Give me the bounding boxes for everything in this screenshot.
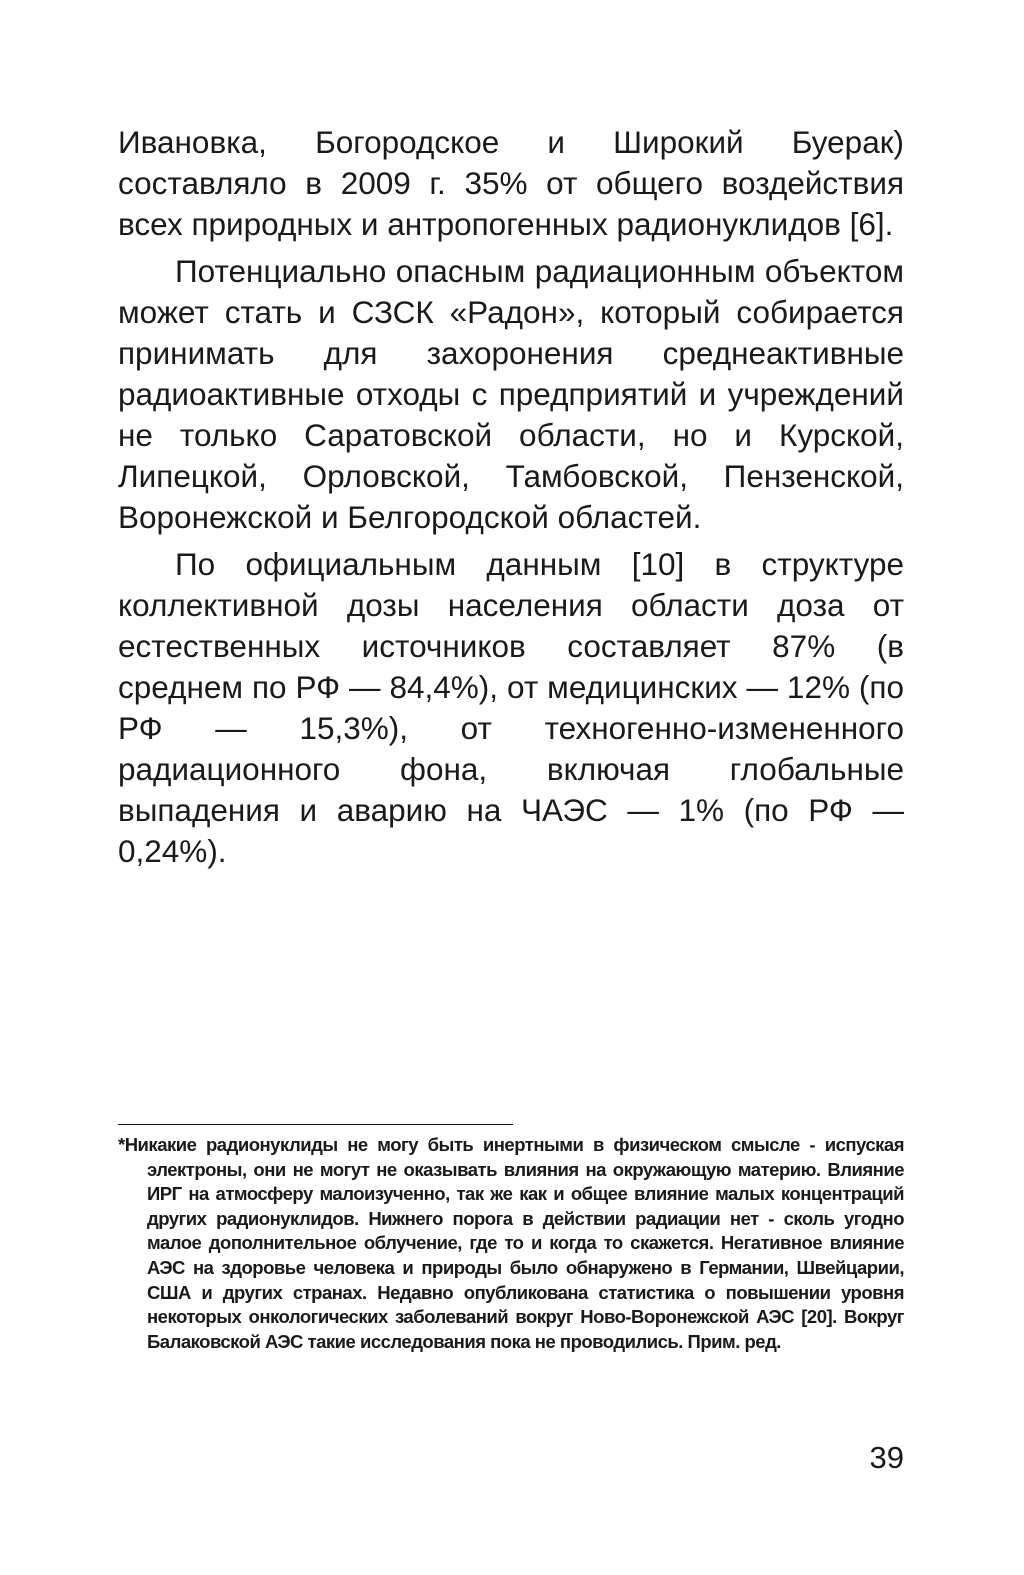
paragraph-continuation: Ивановка, Богородское и Широкий Буерак) составляло в 2009 г. 35% от общего воздействия всех природных и антропогенных радионуклидов [6]. [118,124,904,242]
footnote-block [118,1124,904,1354]
main-text-column [118,122,904,878]
paragraph-radon: Потенциально опасным радиационным объектом может стать и СЗСК «Радон», который собирается принимать для захоронения среднеактивные радиоактивные отходы с предприятий и учреждений не только Саратовской области, но и Курской, Липецкой, Орловской, Тамбовской, Пензенской, Воронежской и Белгородской областей. [118,253,904,535]
paragraph-official-data: По официальным данным [10] в структуре коллективной дозы населения области доза от естественных источников составляет 87% (в среднем по РФ — 84,4%), от медицинских — 12% (по РФ — 15,3%), от техногенно-измененного радиационного фона, включая глобальные выпадения и аварию на ЧАЭС — 1% (по РФ — 0,24%). [118,546,904,869]
footnote-text: *Никакие радионуклиды не могу быть инертными в физическом смысле - испуская электроны, они не могут не оказывать влияния на окружающую материю. Влияние ИРГ на атмосферу малоизученно, так же как и общее влияние малых концентраций других радионуклидов. Нижнего порога в действии радиации нет - сколь угодно малое дополнительное облучение, где то и когда то скажется. Негативное влияние АЭС на здоровье человека и природы было обнаружено в Германии, Швейцарии, США и других странах. Недавно опубликована статистика о повышении уровня некоторых онкологических заболеваний вокруг Ново-Воронежской АЭС [20]. Вокруг Балаковской АЭС такие исследования пока не проводились. Прим. ред. [118,1134,904,1352]
page-number: 39 [869,1440,904,1475]
footnote-separator [118,1124,513,1125]
